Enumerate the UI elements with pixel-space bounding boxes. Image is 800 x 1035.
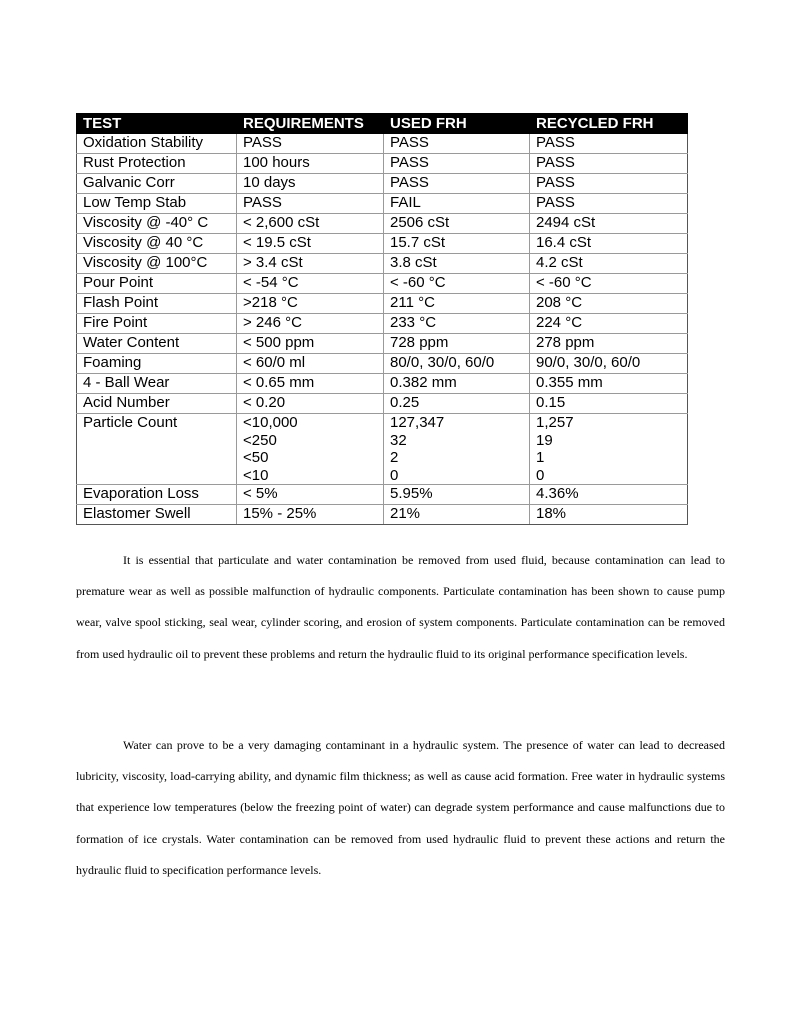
value-line: 1 xyxy=(536,449,545,466)
cell-requirements: < 0.20 xyxy=(237,394,384,414)
cell-used-frh: < -60 °C xyxy=(384,274,530,294)
value-line: 2 xyxy=(390,449,399,466)
value-line: <10 xyxy=(243,466,269,484)
cell-used-frh: 3.8 cSt xyxy=(384,254,530,274)
cell-recycled-frh: 0.15 xyxy=(530,394,688,414)
value-line: <50 xyxy=(243,449,269,466)
cell-recycled-frh: 2494 cSt xyxy=(530,214,688,234)
cell-test: Galvanic Corr xyxy=(77,174,237,194)
table-row xyxy=(77,334,688,354)
test-results-table xyxy=(76,113,688,525)
header-recycled-frh: RECYCLED FRH xyxy=(530,114,688,134)
table-row xyxy=(77,485,688,505)
table-row xyxy=(77,505,688,525)
cell-test: Evaporation Loss xyxy=(77,485,237,505)
cell-recycled-frh: 4.2 cSt xyxy=(530,254,688,274)
cell-recycled-frh: < -60 °C xyxy=(530,274,688,294)
cell-test: Low Temp Stab xyxy=(77,194,237,214)
cell-test: Particle Count xyxy=(77,414,237,485)
table-row xyxy=(77,354,688,374)
cell-used-frh: 5.95% xyxy=(384,485,530,505)
cell-test: 4 - Ball Wear xyxy=(77,374,237,394)
cell-test: Foaming xyxy=(77,354,237,374)
table-row xyxy=(77,314,688,334)
cell-used-frh: 80/0, 30/0, 60/0 xyxy=(384,354,530,374)
value-line: 0 xyxy=(536,466,545,484)
table-row xyxy=(77,174,688,194)
cell-used-frh xyxy=(384,414,530,485)
cell-used-frh: 2506 cSt xyxy=(384,214,530,234)
paragraph-water-contamination: Water can prove to be a very damaging contaminant in a hydraulic system. The presence of water can lead to decreased lubricity, viscosity, load-carrying ability, and dynamic film thickness; as well as cause acid formation. Free water in hydraulic systems that experience low temperatures (below the freezing point of water) can degrade system performance and cause malfunctions due to formation of ice crystals. Water contamination can be removed from used hydraulic fluid to prevent these actions and return the hydraulic fluid to specification performance levels. xyxy=(76,738,725,877)
cell-requirements: > 246 °C xyxy=(237,314,384,334)
table-row xyxy=(77,394,688,414)
cell-recycled-frh: 0.355 mm xyxy=(530,374,688,394)
cell-requirements: < 2,600 cSt xyxy=(237,214,384,234)
cell-recycled-frh: 4.36% xyxy=(530,485,688,505)
cell-requirements: < -54 °C xyxy=(237,274,384,294)
cell-requirements: < 0.65 mm xyxy=(237,374,384,394)
header-requirements: REQUIREMENTS xyxy=(237,114,384,134)
table-row xyxy=(77,214,688,234)
cell-test: Oxidation Stability xyxy=(77,134,237,154)
cell-recycled-frh: 224 °C xyxy=(530,314,688,334)
cell-requirements: >218 °C xyxy=(237,294,384,314)
cell-test: Flash Point xyxy=(77,294,237,314)
table-row xyxy=(77,254,688,274)
value-line: <10,000 xyxy=(243,414,298,431)
cell-requirements: > 3.4 cSt xyxy=(237,254,384,274)
cell-requirements: < 5% xyxy=(237,485,384,505)
cell-recycled-frh: PASS xyxy=(530,174,688,194)
cell-test: Water Content xyxy=(77,334,237,354)
table-row xyxy=(77,374,688,394)
cell-test: Viscosity @ -40° C xyxy=(77,214,237,234)
cell-used-frh: 233 °C xyxy=(384,314,530,334)
cell-recycled-frh: PASS xyxy=(530,194,688,214)
value-line: 127,347 xyxy=(390,414,445,431)
cell-test: Fire Point xyxy=(77,314,237,334)
cell-test: Viscosity @ 100°C xyxy=(77,254,237,274)
cell-recycled-frh xyxy=(530,414,688,485)
cell-used-frh: FAIL xyxy=(384,194,530,214)
table-header-row xyxy=(77,114,688,134)
cell-recycled-frh: PASS xyxy=(530,154,688,174)
value-line: 32 xyxy=(390,431,407,449)
cell-requirements: PASS xyxy=(237,194,384,214)
cell-used-frh: 211 °C xyxy=(384,294,530,314)
cell-requirements: < 19.5 cSt xyxy=(237,234,384,254)
table-row xyxy=(77,234,688,254)
cell-used-frh: PASS xyxy=(384,174,530,194)
cell-used-frh: 21% xyxy=(384,505,530,525)
cell-used-frh: 0.25 xyxy=(384,394,530,414)
header-test: TEST xyxy=(77,114,237,134)
cell-test: Elastomer Swell xyxy=(77,505,237,525)
cell-test: Viscosity @ 40 °C xyxy=(77,234,237,254)
cell-used-frh: 0.382 mm xyxy=(384,374,530,394)
cell-used-frh: PASS xyxy=(384,134,530,154)
cell-recycled-frh: 16.4 cSt xyxy=(530,234,688,254)
table-row-particle-count xyxy=(77,414,688,485)
cell-recycled-frh: 18% xyxy=(530,505,688,525)
cell-requirements: < 60/0 ml xyxy=(237,354,384,374)
table-row xyxy=(77,274,688,294)
cell-requirements: 10 days xyxy=(237,174,384,194)
table-row xyxy=(77,154,688,174)
value-line: 19 xyxy=(536,431,553,449)
cell-used-frh: 15.7 cSt xyxy=(384,234,530,254)
paragraph-particulate-contamination: It is essential that particulate and water contamination be removed from used fluid, because contamination can lead to premature wear as well as possible malfunction of hydraulic components. Particulate contamination has been shown to cause pump wear, valve spool sticking, seal wear, cylinder scoring, and erosion of system components. Particulate contamination can be removed from used hydraulic oil to prevent these problems and return the hydraulic fluid to its original performance specification levels. xyxy=(76,553,725,661)
cell-recycled-frh: 208 °C xyxy=(530,294,688,314)
cell-requirements: PASS xyxy=(237,134,384,154)
cell-requirements: 100 hours xyxy=(237,154,384,174)
table-body xyxy=(77,134,688,525)
table-row xyxy=(77,194,688,214)
cell-used-frh: PASS xyxy=(384,154,530,174)
header-used-frh: USED FRH xyxy=(384,114,530,134)
cell-test: Acid Number xyxy=(77,394,237,414)
cell-used-frh: 728 ppm xyxy=(384,334,530,354)
cell-recycled-frh: 90/0, 30/0, 60/0 xyxy=(530,354,688,374)
cell-requirements: < 500 ppm xyxy=(237,334,384,354)
cell-requirements: 15% - 25% xyxy=(237,505,384,525)
cell-recycled-frh: PASS xyxy=(530,134,688,154)
table-row xyxy=(77,134,688,154)
table-row xyxy=(77,294,688,314)
value-line: 1,257 xyxy=(536,414,574,431)
cell-requirements xyxy=(237,414,384,485)
cell-test: Rust Protection xyxy=(77,154,237,174)
cell-test: Pour Point xyxy=(77,274,237,294)
value-line: <250 xyxy=(243,431,277,449)
cell-recycled-frh: 278 ppm xyxy=(530,334,688,354)
value-line: 0 xyxy=(390,466,399,484)
